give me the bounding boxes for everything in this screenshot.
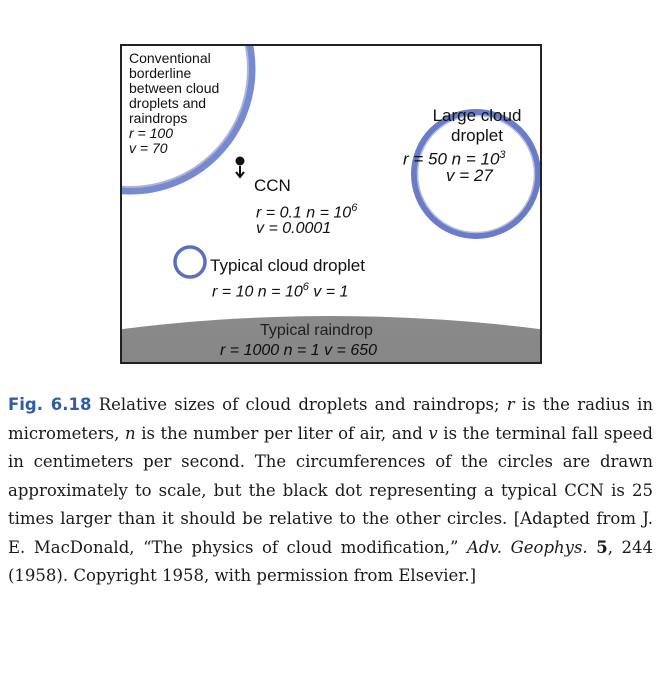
caption-text-5 [588,538,597,557]
caption-text-3: is the number per liter of air, and [135,423,429,443]
raindrop-label: Typical raindrop [260,322,373,339]
ccn-dot [236,157,245,166]
caption-text-4: is the terminal fall speed in centimeters per second. The circumferences of the circles are drawn approximately to scale, but the black dot representing a typical CCN is 25 times larger than it should be relative to the other circles. [Adapted from J. E. MacDonald, “The physics of cloud modification,” [8,423,653,557]
ccn-params-text: r = 0.1 n = 10 [256,204,352,222]
caption-symbol-v: v [428,423,438,443]
large-droplet-velocity: v = 27 [446,166,493,185]
figure-6-18 [120,44,542,364]
large-droplet-params-exponent: 3 [499,149,506,161]
large-droplet-params-text: r = 50 n = 10 [403,149,500,169]
caption-symbol-r: r [506,395,515,414]
conventional-velocity: v = 70 [129,140,168,156]
ccn-velocity: v = 0.0001 [256,220,332,237]
ccn-params-exponent: 6 [351,202,358,214]
conventional-line-4: droplets and [129,95,207,111]
caption-text-2: is the radius in micrometers, [8,395,653,443]
conventional-line-1: Conventional [129,50,211,66]
conventional-line-3: between cloud [129,80,220,96]
conventional-radius: r = 100 [129,125,173,141]
typical-droplet-params-exponent: 6 [302,281,309,293]
conventional-line-2: borderline [129,65,192,81]
caption-text-6: , 244 (1958). Copyright 1958, with permission from Elsevier.] [8,537,654,585]
typical-droplet-label: Typical cloud droplet [210,256,365,275]
typical-droplet-params-text: r = 10 n = 10 [212,283,303,301]
figure-number: Fig. 6.18 [8,395,92,414]
caption-journal: Adv. Geophys. [466,537,588,557]
ccn-params [256,199,357,222]
raindrop-params: r = 1000 n = 1 v = 650 [220,342,378,359]
caption-symbol-n: n [124,423,136,443]
conventional-borderline-label [129,51,219,156]
large-cloud-droplet-label [412,106,542,146]
caption-volume: 5 [596,537,608,557]
ccn-label: CCN [254,176,291,195]
large-droplet-line-1: Large cloud [432,106,522,125]
figure-caption [8,391,653,591]
caption-text-1: Relative sizes of cloud droplets and raindrops; [91,395,507,414]
conventional-line-5: raindrops [129,110,188,126]
typical-droplet-velocity: v = 1 [308,283,349,301]
typical-droplet-params [212,278,348,301]
large-droplet-line-2: droplet [451,126,503,145]
